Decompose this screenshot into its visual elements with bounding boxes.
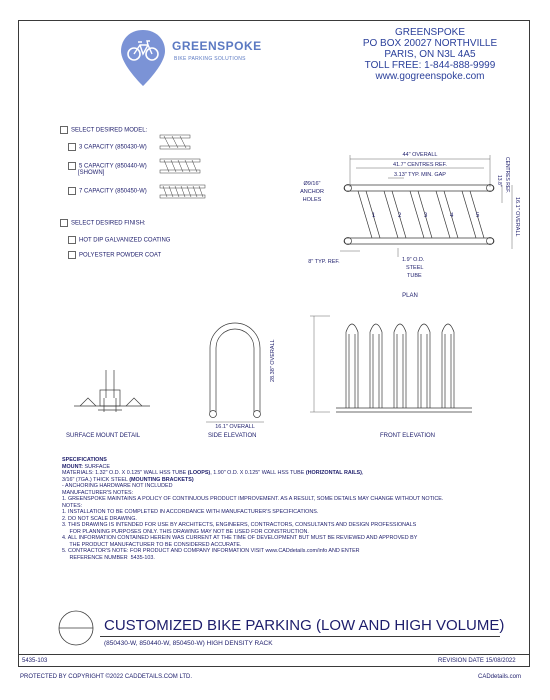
company-header (350, 27, 510, 82)
company-name: GREENSPOKE (394, 27, 466, 38)
side-elevation-label: SIDE ELEVATION (208, 433, 257, 439)
plan-overall-dim: 44" OVERALL (402, 152, 438, 158)
bottom-divider (18, 654, 530, 655)
spec-heading: SPECIFICATIONS (62, 457, 107, 463)
materials-text: MATERIALS: 1.32" O.D. X 0.125" WALL HSS TUBE (62, 470, 188, 476)
materials-text: , 1.90" O.D. X 0.125" WALL HSS TUBE (210, 470, 306, 476)
model-option-7[interactable] (68, 187, 147, 196)
revision-date: REVISION DATE 15/08/2022 (438, 658, 516, 664)
slot-2: 2 (398, 213, 402, 219)
anchor-label-2: ANCHOR (300, 189, 324, 195)
model-checkbox[interactable] (60, 126, 68, 134)
plan-centres-dim: 41.7" CENTRES REF. (393, 162, 447, 168)
notes-heading: NOTES: (62, 502, 83, 509)
title-divider (100, 636, 500, 637)
model-heading-text: SELECT DESIRED MODEL: (71, 127, 148, 134)
specifications (62, 457, 522, 561)
anchor-label-3: HOLES (302, 197, 322, 203)
option-label: 5 CAPACITY (850440-W) (79, 163, 147, 170)
finish-heading-text: SELECT DESIRED FINISH: (71, 220, 146, 227)
finish-heading (60, 219, 146, 228)
tube-label-3: TUBE (407, 273, 422, 279)
company-website: www.gogreenspoke.com (375, 71, 485, 82)
side-overall-dim: 16.1" OVERALL (215, 424, 255, 430)
slot-4: 4 (450, 213, 454, 219)
surface-mount-label: SURFACE MOUNT DETAIL (66, 433, 141, 439)
option-label: HOT DIP GALVANIZED COATING (79, 237, 171, 244)
slot-1: 1 (372, 213, 376, 219)
tube-label-1: 1.9" O.D. (402, 257, 425, 263)
mfr-note-1: 1. GREENSPOKE MAINTAINS A POLICY OF CONTINUOUS PRODUCT IMPROVEMENT. AS A RESULT, SOME DETAILS MAY CHANGE WITHOUT NOTICE. (62, 496, 444, 502)
note-5a: 5. CONTRACTOR'S NOTE: FOR PRODUCT AND COMPANY INFORMATION VISIT www.CADdetails.com/info AND ENTER (62, 548, 360, 554)
copyright-notice: PROTECTED BY COPYRIGHT ©2022 CADDETAILS.COM LTD. (20, 674, 193, 680)
front-elevation (270, 312, 480, 420)
model-thumbnails (158, 132, 206, 202)
option-label: 3 CAPACITY (850430-W) (79, 144, 147, 151)
surface-mount-detail (70, 368, 160, 428)
plan-overall-right: 16.1" OVERALL (514, 197, 520, 237)
finish-option-galvanized[interactable] (68, 236, 170, 245)
note-3b: FOR PLANNING PURPOSES ONLY. THIS DRAWING MAY NOT BE USED FOR CONSTRUCTION. (62, 528, 309, 535)
plan-label: PLAN (402, 293, 418, 299)
company-address-2: PARIS, ON N3L 4A5 (384, 49, 476, 60)
front-elevation-label: FRONT ELEVATION (380, 433, 436, 439)
slot-3: 3 (424, 213, 428, 219)
option-label: 7 CAPACITY (850450-W) (79, 188, 147, 195)
plan-typ-ref: 8" TYP. REF. (308, 259, 340, 265)
materials-loops: (LOOPS) (187, 470, 211, 476)
note-4a: 4. ALL INFORMATION CONTAINED HEREIN WAS CURRENT AT THE TIME OF DEVELOPMENT BUT MUST BE REVIEWED AND APPROVED BY (62, 535, 418, 541)
tube-label-2: STEEL (406, 265, 424, 271)
checkbox[interactable] (68, 187, 76, 195)
reference-number: 5435-103 (22, 658, 48, 664)
front-overall-dim: 28.38" OVERALL (270, 339, 276, 382)
model-heading (60, 126, 147, 135)
mfr-notes-heading: MANUFACTURER'S NOTES: (62, 489, 134, 496)
company-address-1: PO BOX 20027 NORTHVILLE (362, 38, 498, 49)
note-2: 2. DO NOT SCALE DRAWING. (62, 515, 137, 522)
mount-value: SURFACE (84, 463, 110, 470)
mount-label: MOUNT: (62, 463, 83, 470)
option-label: POLYESTER POWDER COAT (79, 252, 162, 259)
caddetails-link[interactable]: CADdetails.com (478, 674, 522, 680)
checkbox[interactable] (68, 236, 76, 244)
materials-rails: (HORIZONTAL RAILS) (305, 470, 362, 476)
note-5b: REFERENCE NUMBER 5435-103. (62, 554, 155, 561)
drawing-subtitle: (850430-W, 850440-W, 850450-W) HIGH DENSITY RACK (104, 640, 273, 647)
logo-wordmark: GREENSPOKE (172, 39, 262, 53)
plan-centres-ref-2: CENTRES REF. (504, 157, 510, 194)
note-4b: THE PRODUCT MANUFACTURER TO BE CONSIDERED ACCURATE. (62, 541, 242, 548)
materials-text: 3/16" (7GA.) THICK STEEL (62, 476, 130, 483)
materials-text: , (361, 470, 364, 476)
company-phone: TOLL FREE: 1-844-888-9999 (364, 60, 496, 71)
model-option-3[interactable] (68, 143, 147, 152)
checkbox[interactable] (68, 143, 76, 151)
bicycle-location-pin-icon (118, 28, 168, 90)
drawing-title: CUSTOMIZED BIKE PARKING (LOW AND HIGH VOLUME) (104, 617, 505, 634)
note-3a: 3. THIS DRAWING IS INTENDED FOR USE BY ARCHITECTS, ENGINEERS, CONTRACTORS, CONSULTANTS AND DESIGN PROFESSIONALS (62, 522, 417, 528)
note-1: 1. INSTALLATION TO BE COMPLETED IN ACCORDANCE WITH MANUFACTURER'S SPECIFICATIONS. (62, 509, 319, 515)
finish-checkbox[interactable] (60, 219, 68, 227)
checkbox[interactable] (68, 162, 76, 170)
plan-centres-ref-1: 13.8" (496, 175, 502, 187)
finish-option-powder[interactable] (68, 251, 161, 260)
plan-gap-dim: 3.13" TYP. MIN. GAP (394, 172, 446, 178)
logo-tagline: BIKE PARKING SOLUTIONS (174, 56, 246, 62)
materials-brackets: (MOUNTING BRACKETS) (129, 476, 194, 483)
slot-5: 5 (476, 213, 480, 219)
checkbox[interactable] (68, 251, 76, 259)
plan-view (280, 145, 520, 305)
spec-anchoring: - ANCHORING HARDWARE NOT INCLUDED (62, 483, 173, 489)
anchor-label-1: Ø9/16" (303, 181, 321, 187)
title-circle-icon (56, 608, 96, 648)
model-shown-note: [SHOWN] (78, 170, 105, 176)
side-elevation (200, 318, 270, 432)
